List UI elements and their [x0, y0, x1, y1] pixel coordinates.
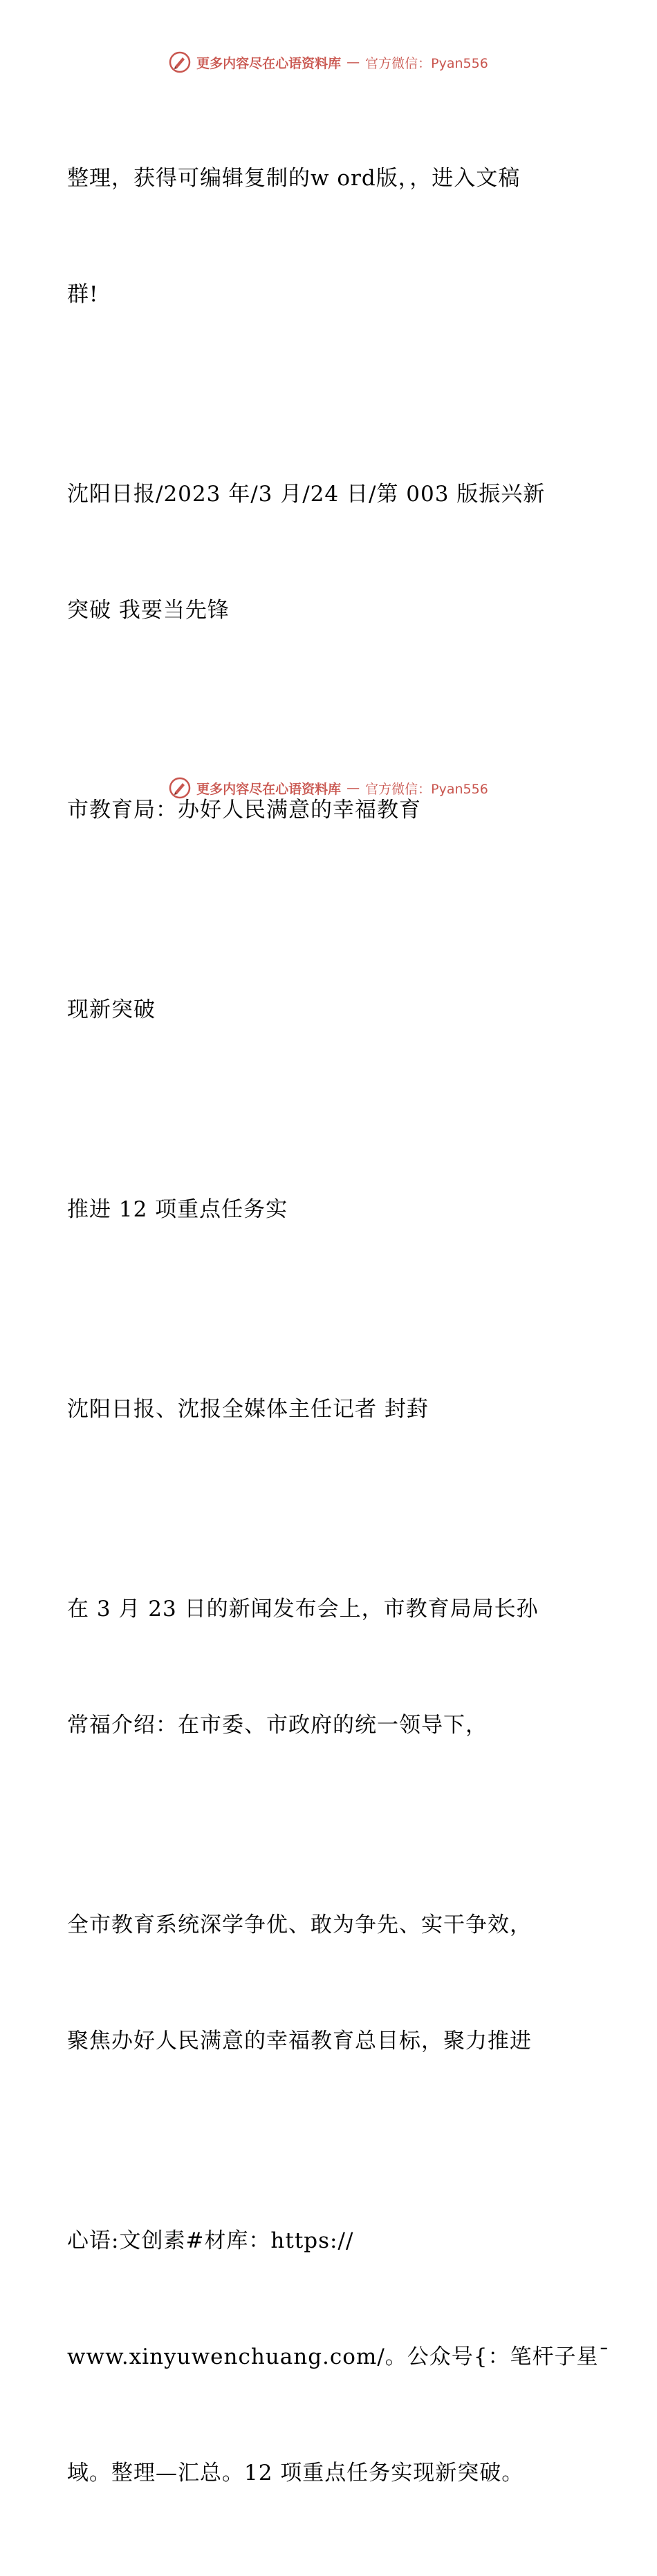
paragraph — [67, 82, 593, 391]
paragraph — [67, 397, 593, 707]
text-line: 整理，获得可编辑复制的w ord版，，进入文稿 — [67, 166, 521, 191]
banner-suffix: 官方微信：Pyan556 — [365, 781, 488, 797]
text-line: 聚焦办好人民满意的幸福教育总目标，聚力推进 — [67, 2029, 532, 2053]
paragraph — [67, 913, 593, 1107]
text-line: 沈阳日报/2023 年/3 月/24 日/第 003 版振兴新 — [67, 482, 546, 507]
text-line: 推进 12 项重点任务实 — [67, 1197, 288, 1222]
footer-watermark — [0, 774, 657, 802]
banner-text: 更多内容尽在心语资料库 — [196, 781, 342, 797]
text-line: 市教育局：办好人民满意的幸福教育 — [67, 798, 421, 822]
text-line: 群! — [67, 282, 99, 307]
banner-suffix: 官方微信：Pyan556 — [365, 55, 488, 71]
text-line: www.xinyuwenchuang.com/。公众号{：笔杆子星¯ — [67, 2344, 610, 2369]
text-line: 全市教育系统深学争优、敢为争先、实干争效， — [67, 1912, 532, 1937]
header-watermark — [0, 48, 657, 76]
banner-separator: — — [346, 780, 360, 796]
paragraph — [67, 713, 593, 907]
banner-separator: — — [346, 55, 360, 70]
banner-text: 更多内容尽在心语资料库 — [196, 55, 342, 71]
pen-logo-icon — [169, 777, 191, 799]
text-line: 沈阳日报、沈报全媒体主任记者 封葑 — [67, 1397, 429, 1422]
paragraph — [67, 1512, 593, 1822]
text-line: 心语:文创素#材库：https:// — [67, 2228, 354, 2253]
document-body — [67, 82, 610, 2576]
text-line: 现新突破 — [67, 997, 156, 1022]
text-line: 突破 我要当先锋 — [67, 598, 230, 623]
paragraph — [67, 2144, 610, 2570]
text-line: 常福介绍：在市委、市政府的统一领导下， — [67, 1713, 488, 1738]
paragraph — [67, 1113, 593, 1306]
text-line: 在 3 月 23 日的新闻发布会上，市教育局局长孙 — [67, 1597, 539, 1621]
paragraph — [67, 1828, 593, 2138]
paragraph — [67, 1313, 593, 1506]
pen-logo-icon — [169, 51, 191, 73]
text-line: 域。整理—汇总。12 项重点任务实现新突破。 — [67, 2461, 524, 2485]
